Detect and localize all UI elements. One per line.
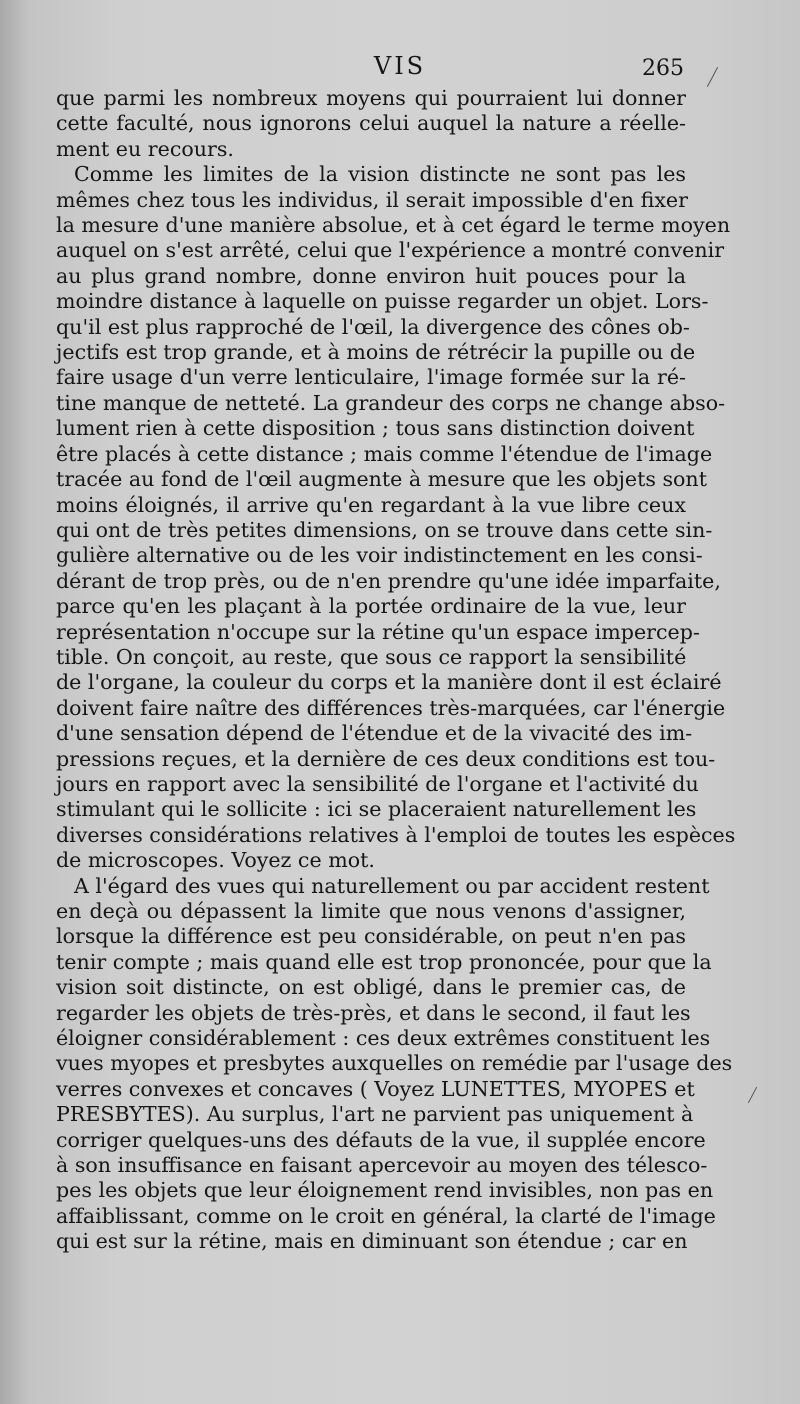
text-line: regarder les objets de très-près, et dans le second, il faut les [56, 1000, 691, 1025]
text-line: tine manque de netteté. La grandeur des corps ne change abso- [56, 390, 726, 415]
text-line: tible. On conçoit, au reste, que sous ce rapport la sensibilité [56, 644, 687, 669]
paragraph [56, 162, 736, 873]
text-line: pressions reçues, et la dernière de ces deux conditions est tou- [56, 746, 716, 771]
text-line: diverses considérations relatives à l'emploi de toutes les espèces [56, 822, 736, 847]
text-line: qu'il est plus rapproché de l'œil, la divergence des cônes ob- [56, 314, 690, 339]
text-line: lorsque la différence est peu considérable, on peut n'en pas [56, 924, 686, 949]
text-line: tenir compte ; mais quand elle est trop prononcée, pour que la [56, 949, 712, 974]
text-line: ment eu recours. [56, 136, 234, 161]
text-line: Comme les limites de la vision distincte ne sont pas les [74, 162, 686, 187]
text-line: jectifs est trop grande, et à moins de rétrécir la pupille ou de [56, 340, 696, 365]
body-text [56, 86, 736, 1255]
text-line: être placés à cette distance ; mais comme l'étendue de l'image [56, 441, 713, 466]
text-line: éloigner considérablement : ces deux extrêmes constituent les [56, 1026, 711, 1051]
text-line: qui est sur la rétine, mais en diminuant son étendue ; car en [56, 1229, 688, 1254]
text-line: la mesure d'une manière absolue, et à cet égard le terme moyen [56, 213, 731, 238]
text-line: cette faculté, nous ignorons celui auquel la nature a réelle- [56, 111, 686, 136]
paragraph [56, 86, 686, 162]
text-line: faire usage d'un verre lenticulaire, l'image formée sur la ré- [56, 365, 686, 390]
text-line: moins éloignés, il arrive qu'en regardant à la vue libre ceux [56, 492, 686, 517]
text-line: affaiblissant, comme on le croit en général, la clarté de l'image [56, 1203, 716, 1228]
text-line: stimulant qui le sollicite : ici se placeraient naturellement les [56, 797, 697, 822]
text-line: pes les objets que leur éloignement rend invisibles, non pas en [56, 1178, 714, 1203]
text-line: qui ont de très petites dimensions, on se trouve dans cette sin- [56, 517, 713, 542]
text-line: moindre distance à laquelle on puisse regarder un objet. Lors- [56, 289, 709, 314]
text-line: que parmi les nombreux moyens qui pourraient lui donner [56, 86, 686, 110]
text-line: d'une sensation dépend de l'étendue et de la vivacité des im- [56, 721, 693, 746]
text-line: doivent faire naître des différences très-marquées, car l'énergie [56, 695, 726, 720]
text-line: en deçà ou dépassent la limite que nous venons d'assigner, [56, 899, 686, 923]
paragraph [56, 873, 733, 1255]
text-line: corriger quelques-uns des défauts de la vue, il supplée encore [56, 1127, 706, 1152]
text-line: au plus grand nombre, donne environ huit pouces pour la [56, 263, 686, 288]
text-line: tracée au fond de l'œil augmente à mesure que les objets sont [56, 467, 707, 492]
text-line: vues myopes et presbytes auxquelles on remédie par l'usage des [56, 1051, 733, 1076]
paper-mark [748, 1087, 757, 1103]
text-line: verres convexes et concaves ( Voyez LUNETTES, MYOPES et [56, 1076, 695, 1101]
text-line: de microscopes. Voyez ce mot. [56, 848, 375, 873]
running-head: VIS [373, 52, 427, 80]
text-line: parce qu'en les plaçant à la portée ordinaire de la vue, leur [56, 594, 686, 619]
text-line: de l'organe, la couleur du corps et la manière dont il est éclairé [56, 670, 722, 695]
text-line: lument rien à cette disposition ; tous sans distinction doivent [56, 416, 695, 441]
text-line: représentation n'occupe sur la rétine qu'un espace impercep- [56, 619, 700, 644]
page-number: 265 [642, 56, 684, 81]
text-line: jours en rapport avec la sensibilité de l'organe et l'activité du [56, 771, 699, 796]
text-line: gulière alternative ou de les voir indistinctement en les consi- [56, 543, 703, 568]
text-line: dérant de trop près, ou de n'en prendre qu'une idée imparfaite, [56, 568, 721, 593]
text-line: vision soit distincte, on est obligé, dans le premier cas, de [56, 975, 686, 1000]
text-line: A l'égard des vues qui naturellement ou par accident restent [74, 873, 710, 898]
text-line: auquel on s'est arrêté, celui que l'expérience a montré convenir [56, 238, 725, 263]
text-line: PRESBYTES). Au surplus, l'art ne parvient pas uniquement à [56, 1102, 694, 1127]
text-line: mêmes chez tous les individus, il serait impossible d'en fixer [56, 187, 688, 212]
text-line: à son insuffisance en faisant apercevoir au moyen des télesco- [56, 1153, 708, 1178]
